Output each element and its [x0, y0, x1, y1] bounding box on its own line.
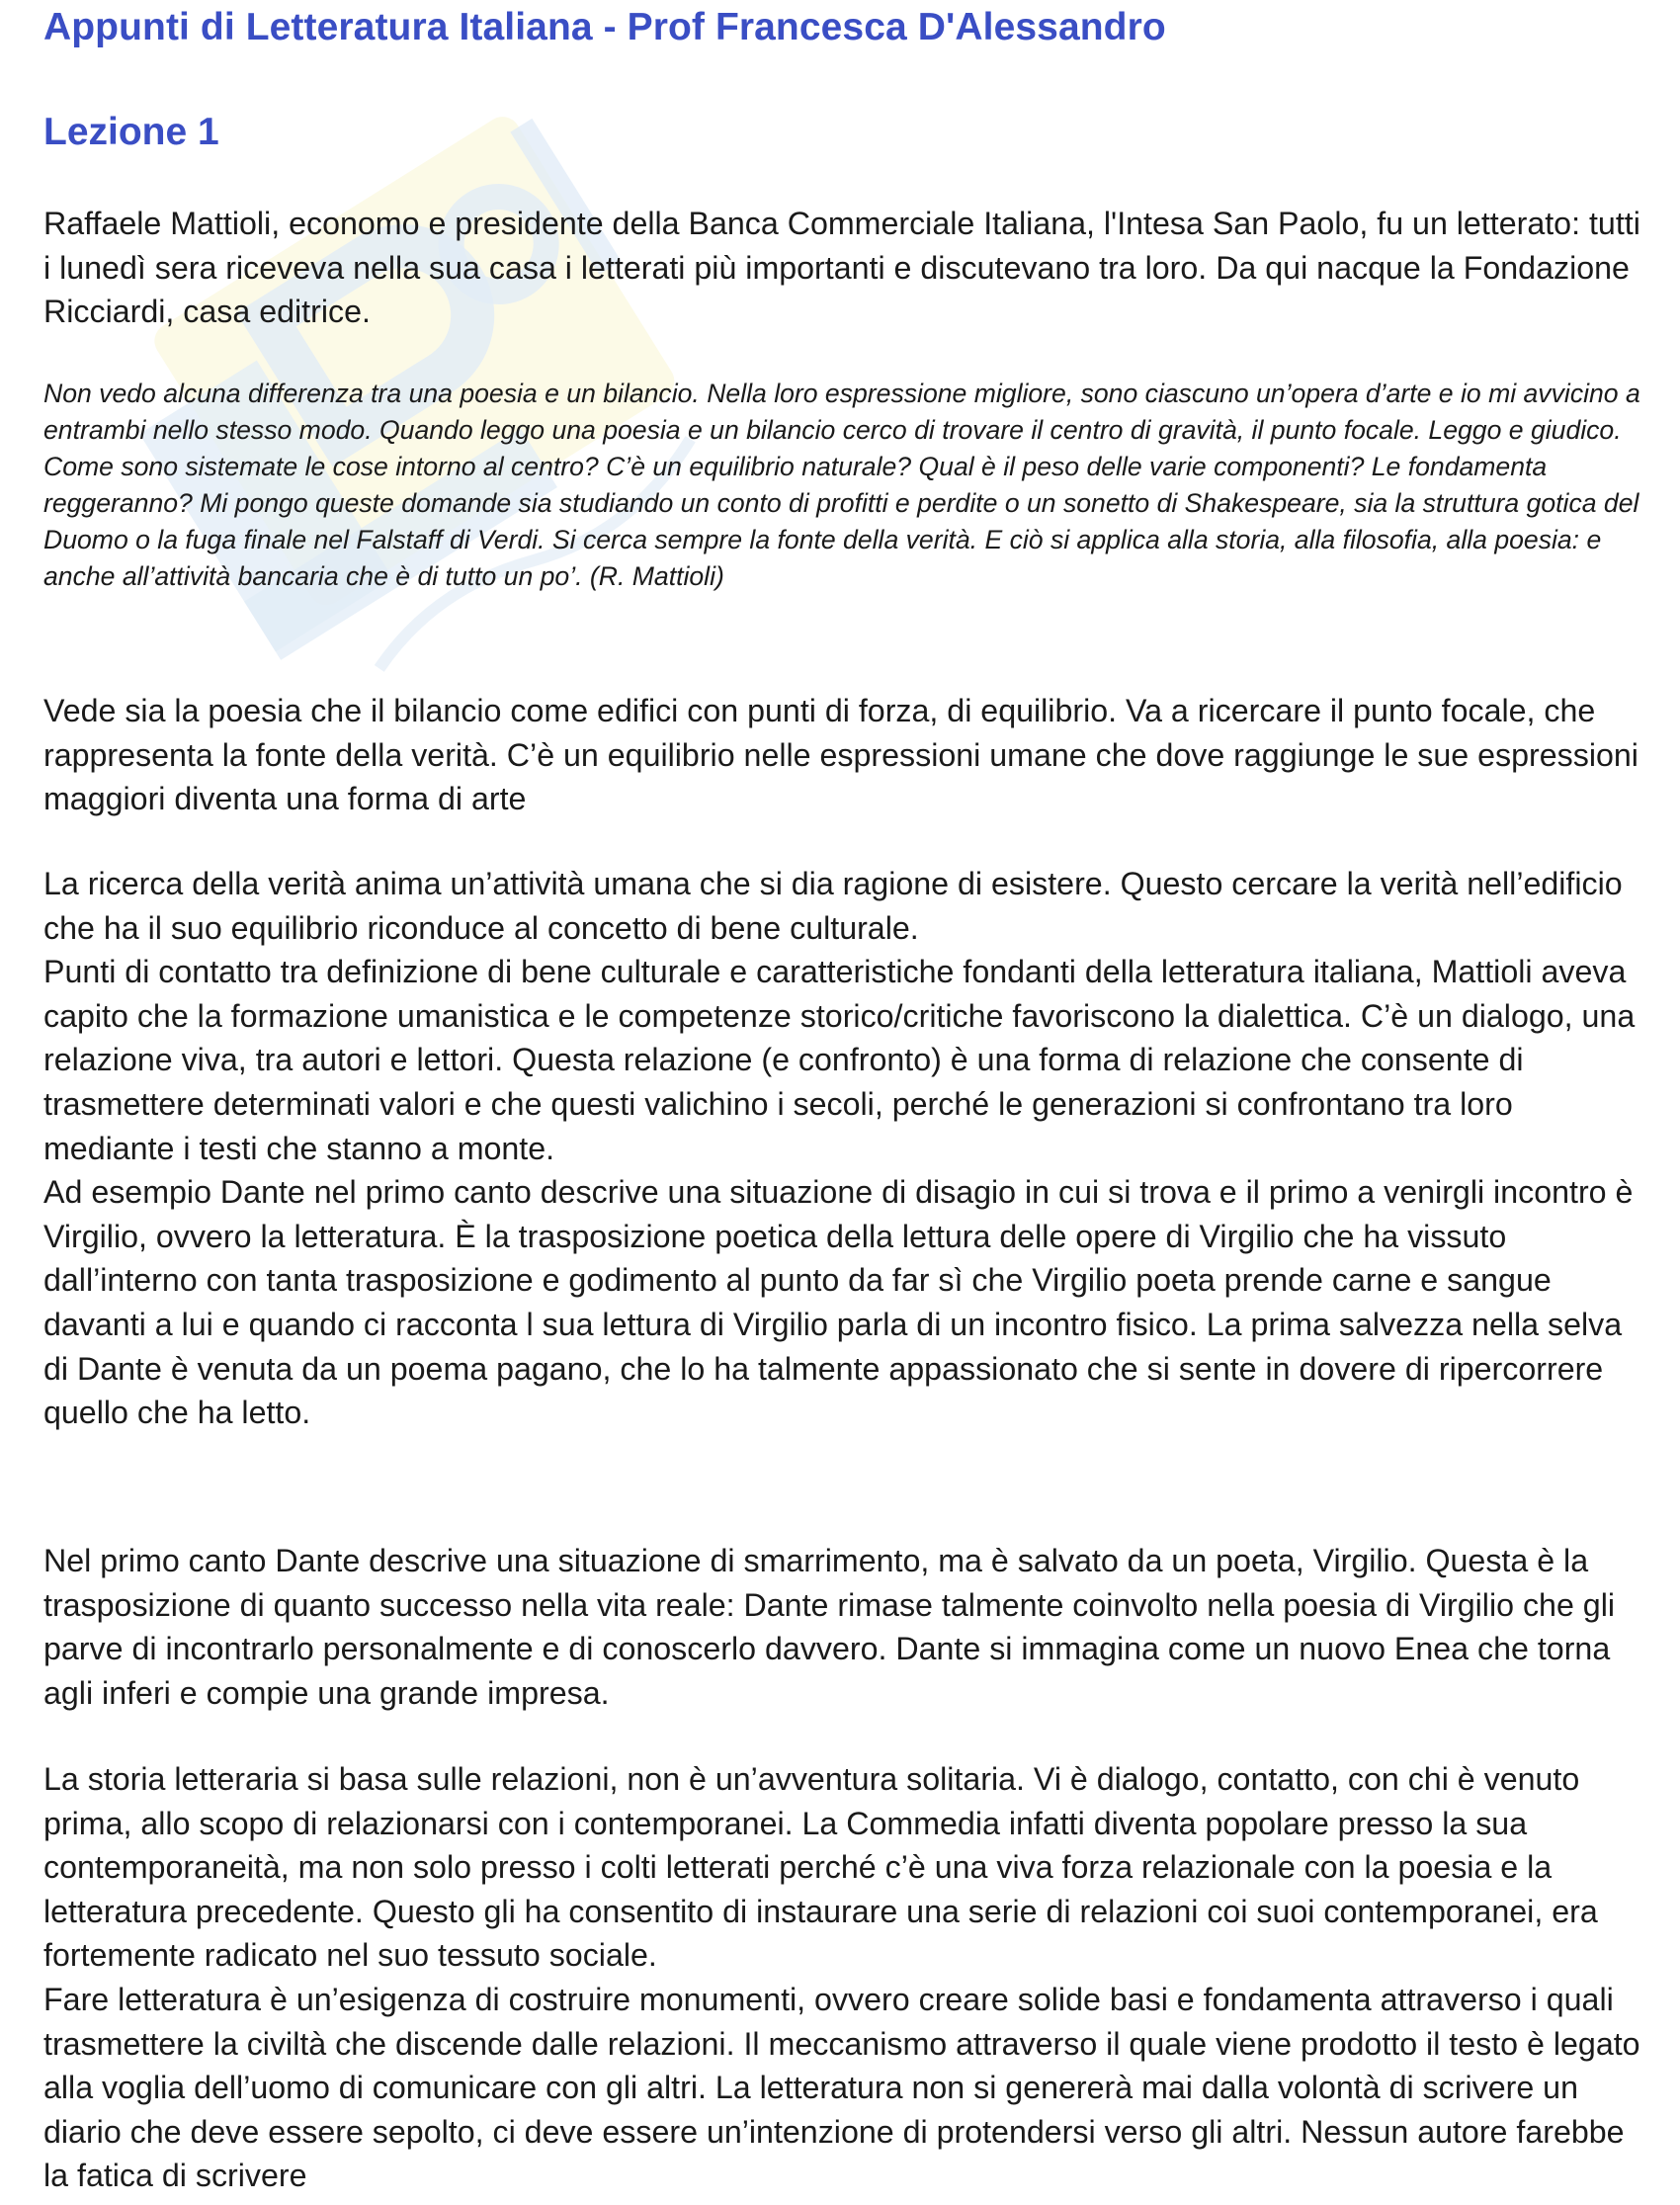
intro-paragraph: Raffaele Mattioli, economo e presidente della Banca Commerciale Italiana, l'Intesa San Paolo, fu un letterato: tutti i lunedì sera riceveva nella sua casa i letterati più importanti e discutevano tra loro. Da qui nacque la Fondazione Ricciardi, casa editrice. [43, 206, 1640, 330]
paragraph-poetry-balance: Vede sia la poesia che il bilancio come edifici con punti di forza, di equilibrio. Va a ricercare il punto focale, che rappresenta la fonte della verità. C’è un equilibrio nelle espressioni umane che dove raggiunge le sue espressioni maggiori diventa una forma di arte [43, 693, 1638, 817]
paragraph-group-relations [43, 1757, 1644, 2198]
paragraph-first-canto: Nel primo canto Dante descrive una situazione di smarrimento, ma è salvato da un poeta, Virgilio. Questa è la trasposizione di quanto successo nella vita reale: Dante rimase talmente coinvolto nella poesia di Virgilio che gli parve di incontrarlo personalmente e di conoscerlo davvero. Dante si immagina come un nuovo Enea che torna agli inferi e compie una grande impresa. [43, 1543, 1615, 1711]
paragraph-monuments: Fare letteratura è un’esigenza di costruire monumenti, ovvero creare solide basi e fondamenta attraverso i quali trasmettere la civiltà che discende dalle relazioni. Il meccanismo attraverso il quale viene prodotto il testo è legato alla voglia dell’uomo di comunicare con gli altri. La letteratura non si genererà mai dalla volontà di scrivere un diario che deve essere sepolto, ci deve essere un’intenzione di protendersi verso gli altri. Nessun autore farebbe la fatica di scrivere [43, 1981, 1640, 2194]
paragraph-cultural-good: Punti di contatto tra definizione di bene culturale e caratteristiche fondanti della letteratura italiana, Mattioli aveva capito che la formazione umanistica e le competenze storico/critiche favoriscono la dialettica. C’è un dialogo, una relazione viva, tra autori e lettori. Questa relazione (e confronto) è una forma di relazione che consente di trasmettere determinati valori e che questi valichino i secoli, perché le generazioni si confrontano tra loro mediante i testi che stanno a monte. [43, 954, 1636, 1166]
paragraph-dante-example: Ad esempio Dante nel primo canto descrive una situazione di disagio in cui si trova e il primo a venirgli incontro è Virgilio, ovvero la letteratura. È la trasposizione poetica della lettura delle opere di Virgilio che ha vissuto dall’interno con tanta trasposizione e godimento al punto da far sì che Virgilio poeta prende carne e sangue davanti a lui e quando ci racconta l sua lettura di Virgilio parla di un incontro fisico. La prima salvezza nella selva di Dante è venuta da un poema pagano, che lo ha talmente appassionato che si sente in dovere di ripercorrere quello che ha letto. [43, 1174, 1634, 1431]
paragraph-group-truth [43, 862, 1644, 1435]
document-title: Appunti di Letteratura Italiana - Prof Francesca D'Alessandro [43, 6, 1166, 48]
paragraph-truth-search: La ricerca della verità anima un’attività umana che si dia ragione di esistere. Questo cercare la verità nell’edificio che ha il suo equilibrio riconduce al concetto di bene culturale. [43, 866, 1623, 946]
paragraph-literary-history: La storia letteraria si basa sulle relazioni, non è un’avventura solitaria. Vi è dialogo, contatto, con chi è venuto prima, allo scopo di relazionarsi con i contemporanei. La Commedia infatti diventa popolare presso la sua contemporaneità, ma non solo presso i colti letterati perché c’è una viva forza relazionale con la poesia e la letteratura precedente. Questo gli ha consentito di instaurare una serie di relazioni coi suoi contemporanei, era fortemente radicato nel suo tessuto sociale. [43, 1761, 1598, 1974]
mattioli-quote: Non vedo alcuna differenza tra una poesia e un bilancio. Nella loro espressione migliore, sono ciascuno un’opera d’arte e io mi avvicino a entrambi nello stesso modo. Quando leggo una poesia e un bilancio cerco di trovare il centro di gravità, il punto focale. Leggo e giudico. Come sono sistemate le cose intorno al centro? C’è un equilibrio naturale? Qual è il peso delle varie componenti? Le fondamenta reggeranno? Mi pongo queste domande sia studiando un conto di profitti e perdite o un sonetto di Shakespeare, sia la struttura gotica del Duomo o la fuga finale nel Falstaff di Verdi. Si cerca sempre la fonte della verità. E ciò si applica alla storia, alla filosofia, alla poesia: e anche all’attività bancaria che è di tutto un po’. (R. Mattioli) [43, 379, 1640, 591]
lesson-heading: Lezione 1 [43, 111, 219, 153]
